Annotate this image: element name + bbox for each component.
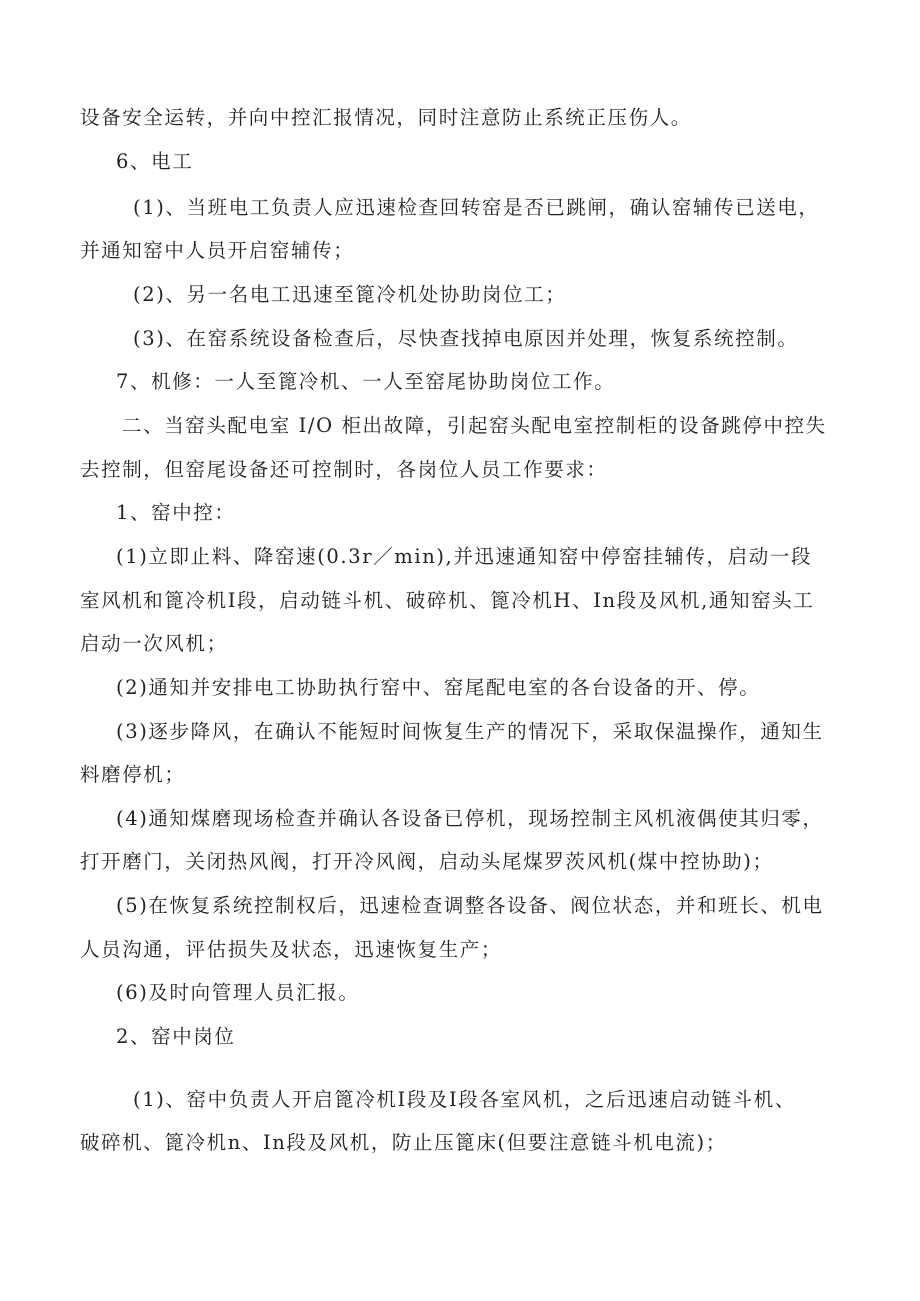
text-line: 二、当窑头配电室 I/O 柜出故障，引起窑头配电室控制柜的设备跳停中控失: [122, 414, 827, 437]
text-line: 打开磨门，关闭热风阀，打开冷风阀，启动头尾煤罗茨风机(煤中控协助)；: [80, 850, 774, 873]
text-line: (4)通知煤磨现场检查并确认各设备已停机，现场控制主风机液偶使其归零，: [116, 807, 824, 830]
text-line: 料磨停机；: [80, 763, 186, 786]
text-line: 并通知窑中人员开启窑辅传；: [80, 239, 355, 262]
section-heading: 1、窑中控：: [116, 501, 236, 524]
text-line: 启动一次风机；: [80, 632, 228, 655]
text-line: (2)、另一名电工迅速至篦冷机处协助岗位工；: [133, 283, 567, 306]
text-line: (2)通知并安排电工协助执行窑中、窑尾配电室的各台设备的开、停。: [116, 676, 761, 699]
text-line: 设备安全运转，并向中控汇报情况，同时注意防止系统正压伤人。: [80, 106, 692, 129]
section-heading: 2、窑中岗位: [116, 1025, 236, 1048]
text-line: (1)、窑中负责人开启篦冷机Ⅰ段及Ⅰ段各室风机，之后迅速启动链斗机、: [133, 1088, 796, 1111]
text-line: (3)、在窑系统设备检查后，尽快查找掉电原因并处理，恢复系统控制。: [133, 327, 799, 350]
text-line: 破碎机、篦冷机n、In段及风机，防止压篦床(但要注意链斗机电流)；: [80, 1131, 727, 1154]
section-heading: 7、机修：一人至篦冷机、一人至窑尾协助岗位工作。: [116, 370, 616, 393]
text-line: (1)立即止料、降窑速(0.3r／min),并迅速通知窑中停窑挂辅传，启动一段: [116, 545, 813, 568]
text-line: (1)、当班电工负责人应迅速检查回转窑是否已跳闸，确认窑辅传已送电，: [133, 196, 820, 219]
text-line: (3)逐步降风，在确认不能短时间恢复生产的情况下，采取保温操作，通知生: [116, 720, 824, 743]
text-line: (5)在恢复系统控制权后，迅速检查调整各设备、阀位状态，并和班长、机电: [116, 894, 824, 917]
text-line: 去控制，但窑尾设备还可控制时，各岗位人员工作要求：: [80, 458, 608, 481]
text-line: (6)及时向管理人员汇报。: [116, 981, 360, 1004]
text-line: 人员沟通，评估损失及状态，迅速恢复生产；: [80, 938, 503, 961]
section-heading: 6、电工: [116, 150, 194, 173]
text-line: 室风机和篦冷机Ⅰ段，启动链斗机、破碎机、篦冷机H、In段及风机,通知窑头工: [80, 589, 815, 612]
